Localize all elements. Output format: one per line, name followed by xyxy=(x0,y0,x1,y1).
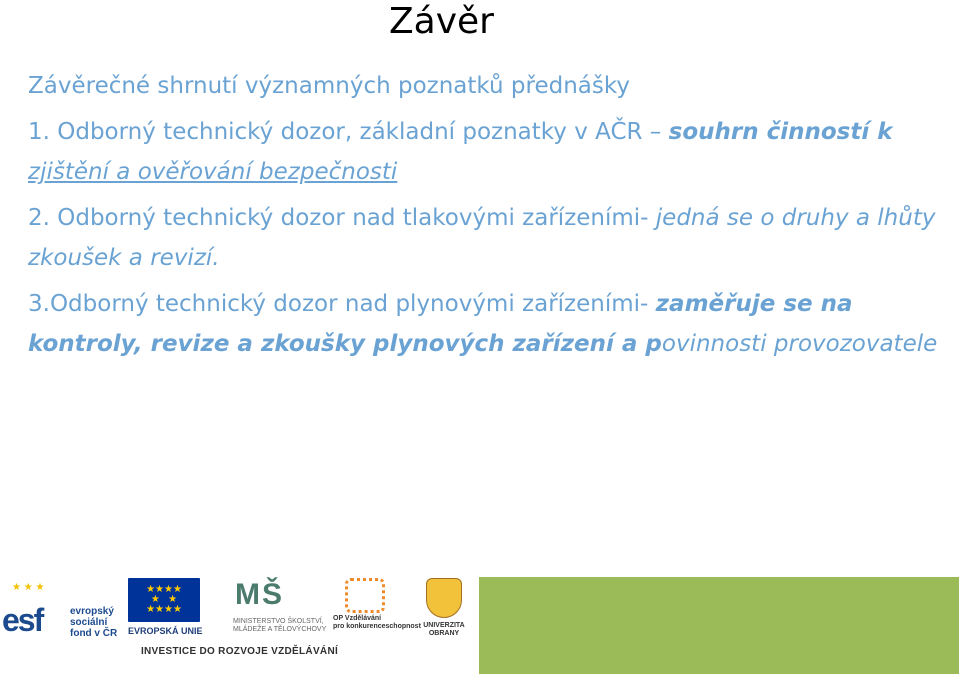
msmt-text-line-2: MLÁDEŽE A TĚLOVÝCHOVY xyxy=(233,626,327,633)
esf-logo xyxy=(0,578,124,648)
university-text xyxy=(420,622,468,638)
msmt-text-line-1: MINISTERSTVO ŠKOLSTVÍ, xyxy=(233,618,324,625)
university-text-line-1: UNIVERZITA xyxy=(423,622,465,629)
investment-slogan: INVESTICE DO ROZVOJE VZDĚLÁVÁNÍ xyxy=(140,646,339,657)
op-text-line-2: pro konkurenceschopnost xyxy=(333,623,421,630)
op-mark-icon xyxy=(345,578,385,613)
op-text xyxy=(333,615,421,631)
list-item-3-lead: 3.Odborný technický dozor nad plynovými zařízeními- xyxy=(28,291,656,317)
msmt-logo xyxy=(233,578,328,638)
esf-text-line-2: sociální xyxy=(70,617,108,628)
content xyxy=(28,66,938,364)
list-item-3-emph-a: zaměřuje se na kontroly, revize a zkoušky plynových zařízení a p xyxy=(28,291,853,357)
slide-subtitle: Závěrečné shrnutí významných poznatků přednášky xyxy=(28,73,630,99)
green-decorative-block xyxy=(479,577,959,674)
list-item-1 xyxy=(28,112,938,192)
university-text-line-2: OBRANY xyxy=(428,630,460,637)
op-text-line-1: OP Vzdělávání xyxy=(333,615,382,622)
esf-mark-icon: esf xyxy=(2,602,43,638)
esf-text xyxy=(70,606,117,639)
eu-logo xyxy=(128,578,203,638)
msmt-mark-icon: MŠ xyxy=(235,578,284,611)
university-logo xyxy=(418,578,468,638)
eu-text: EVROPSKÁ UNIE xyxy=(128,626,203,636)
list-item-1-emph-b: zjištění a ověřování bezpečnosti xyxy=(28,159,398,185)
university-shield-icon xyxy=(426,578,462,618)
list-item-2 xyxy=(28,198,938,278)
list-item-3 xyxy=(28,284,938,364)
list-item-1-lead: 1. Odborný technický dozor, základní poznatky v AČR – xyxy=(28,119,669,145)
esf-stars-icon: ★ ★ ★ xyxy=(12,582,45,593)
list-item-3-emph-b: ovinnosti provozovatele xyxy=(661,331,938,357)
op-logo xyxy=(333,578,421,638)
list-item-1-emph-a: souhrn činností k xyxy=(668,119,893,145)
esf-text-line-1: evropský xyxy=(70,606,114,617)
eu-stars-icon: ★★★★ ★ ★ ★★★★ xyxy=(146,584,182,615)
msmt-text xyxy=(233,618,326,634)
page-title: Závěr xyxy=(389,1,494,42)
list-item-2-lead: 2. Odborný technický dozor nad tlakovými zařízeními- xyxy=(28,205,656,231)
list-item-2-emph-a: jedná se o druhy a lhůty zkoušek a revizí. xyxy=(28,205,936,271)
esf-text-line-3: fond v ČR xyxy=(70,628,118,639)
